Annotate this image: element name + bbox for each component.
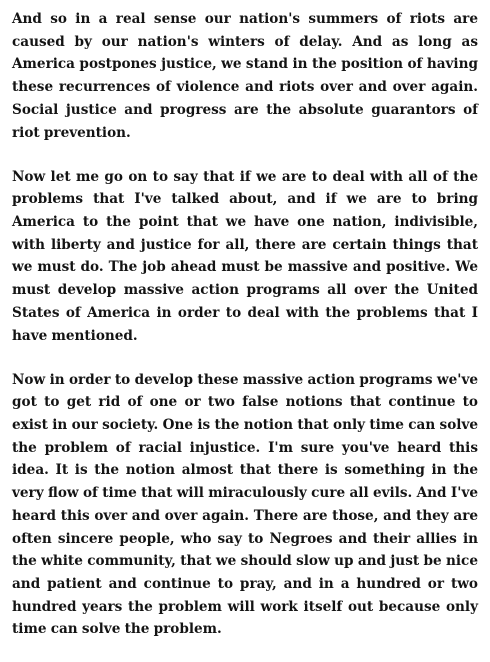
paragraph-2: Now let me go on to say that if we are to deal with all of the problems that I've talked about, and if we are to bring America to the point that we have one nation, indivisible, with liberty and justice for all, there are certain things that we must do. The job ahead must be massive and positive. We must develop massive action programs all over the United States of America in order to deal with the problems that I have mentioned. — [12, 168, 478, 344]
paragraph-1: And so in a real sense our nation's summers of riots are caused by our nation's winters of delay. And as long as America postpones justice, we stand in the position of having these recurrences of violence and riots over and over again. Social justice and progress are the absolute guarantors of riot prevention. — [12, 11, 478, 141]
document-page — [12, 8, 478, 662]
paragraph-3: Now in order to develop these massive action programs we've got to get rid of one or two false notions that continue to exist in our society. One is the notion that only time can solve the problem of racial injustice. I'm sure you've heard this idea. It is the notion almost that there is something in the very flow of time that will miraculously cure all evils. And I've heard this over and over again. There are those, and they are often sincere people, who say to Negroes and their allies in the white community, that we should slow up and just be nice and patient and continue to pray, and in a hundred or two hundred years the problem will work itself out because only time can solve the problem. — [12, 371, 478, 638]
